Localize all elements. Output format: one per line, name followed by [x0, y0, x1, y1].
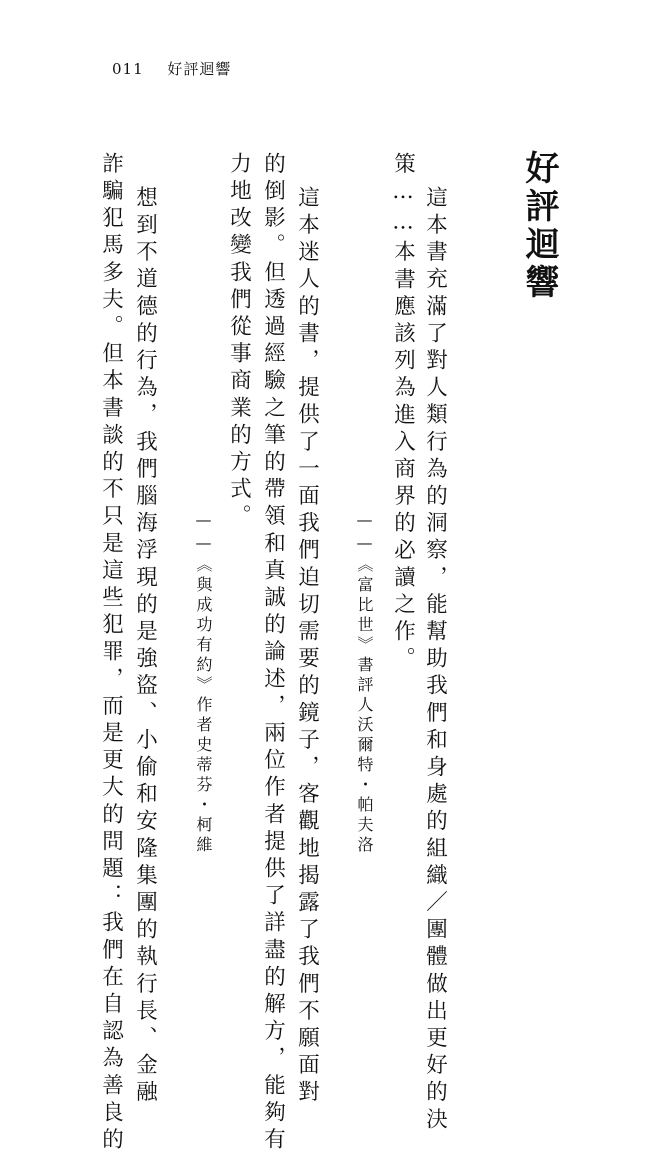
review2-line3: 力地改變我們從事商業的方式。 — [226, 152, 252, 532]
running-title: 好評迴響 — [167, 60, 232, 78]
review3-line1: 想到不道德的行為，我們腦海浮現的是強盜、小偷和安隆集團的執行長、金融 — [132, 186, 158, 1108]
review1-attribution: ——《富比世》書評人沃爾特・帕夫洛 — [355, 510, 374, 856]
review1-line1: 這本書充滿了對人類行為的洞察，能幫助我們和身處的組織／團體做出更好的決 — [422, 186, 448, 1135]
review2-line1: 這本迷人的書，提供了一面我們迫切需要的鏡子，客觀地揭露了我們不願面對 — [294, 186, 320, 1108]
review1-line2: 策……本書應該列為進入商界的必讀之作。 — [390, 152, 416, 674]
page-header — [112, 58, 231, 79]
page-number: 011 — [112, 60, 144, 78]
review3-line2: 詐騙犯馬多夫。但本書談的不只是這些犯罪，而是更大的問題：我們在自認為善良的 — [98, 152, 124, 1155]
review2-line2: 的倒影。但透過經驗之筆的帶領和真誠的論述，兩位作者提供了詳盡的解方，能夠有 — [260, 152, 286, 1155]
section-title: 好評迴響 — [519, 150, 559, 302]
review2-attribution: ——《與成功有約》作者史蒂芬・柯維 — [194, 510, 213, 856]
